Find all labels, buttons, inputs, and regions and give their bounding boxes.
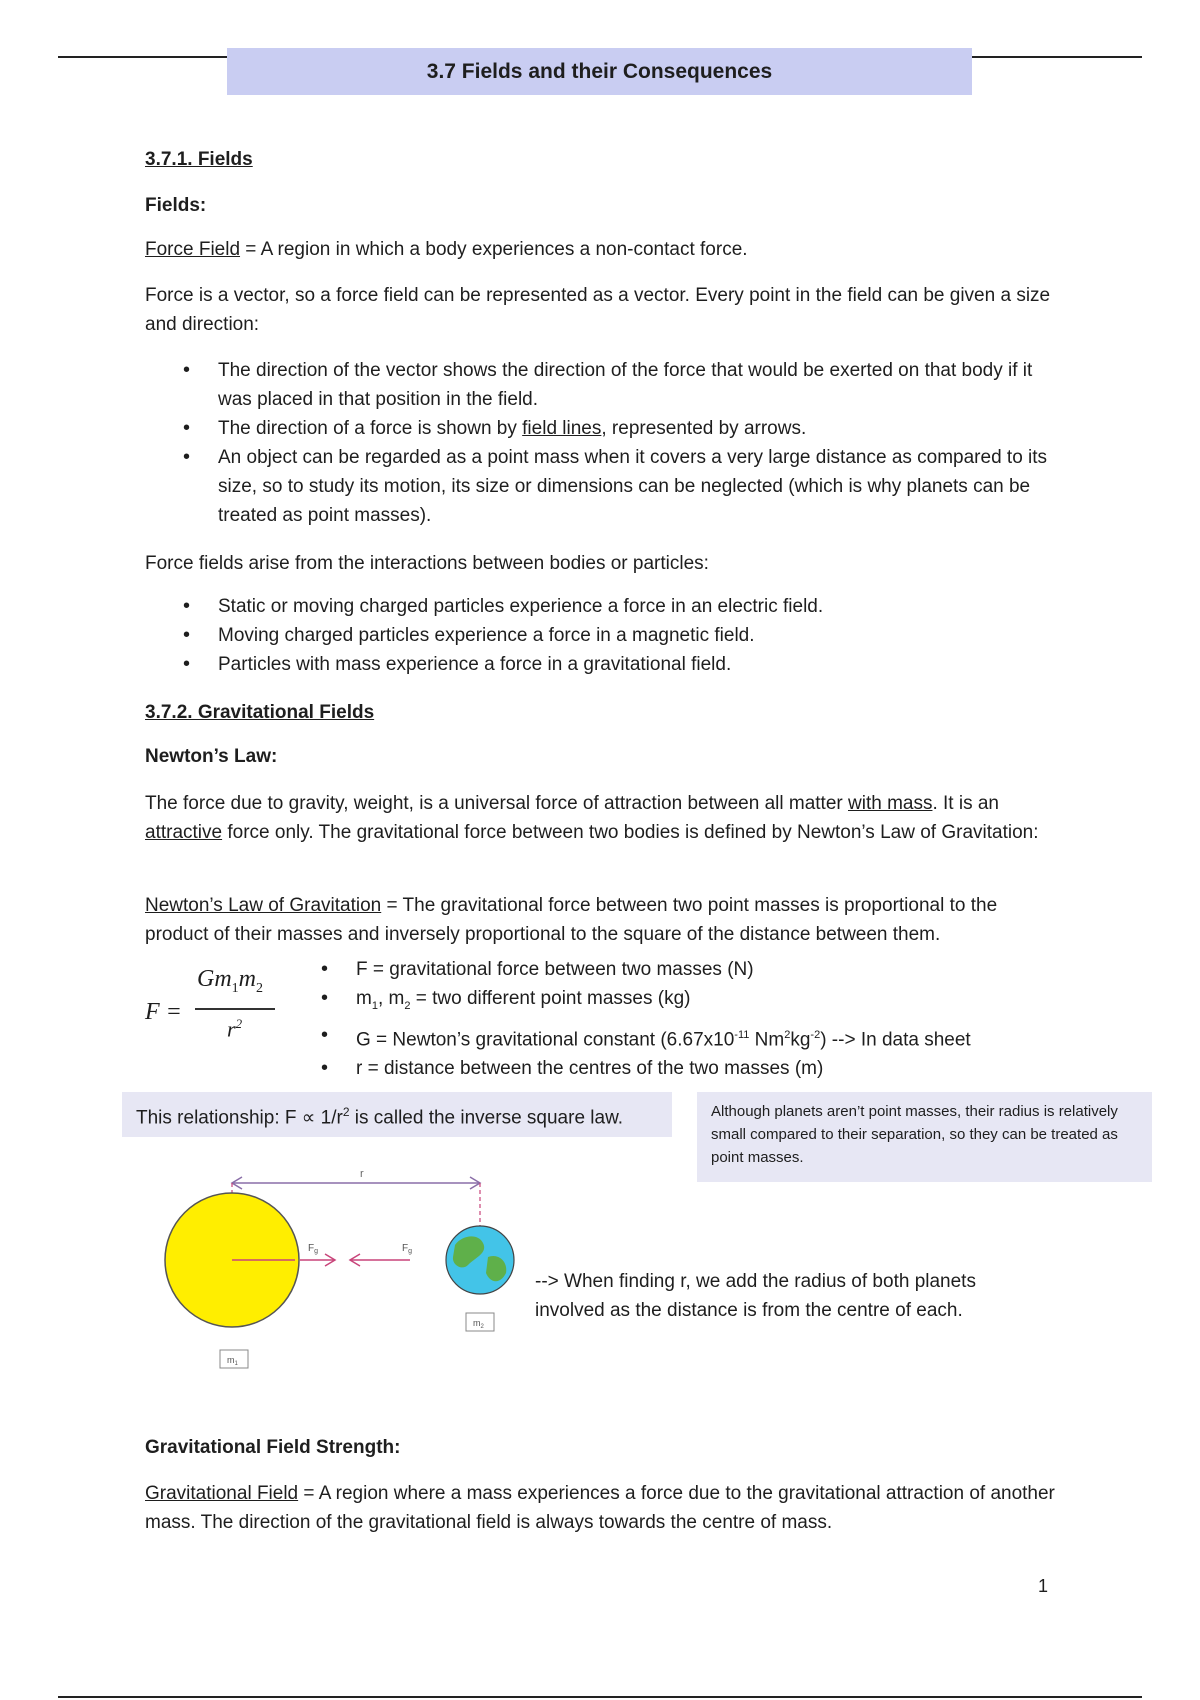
fields-subheading: Fields:: [145, 195, 207, 216]
list-item: • The direction of the vector shows the direction of the force that would be exerted on that body if it was placed in that position in the field.: [145, 356, 1060, 414]
two-planet-diagram: [150, 1165, 530, 1375]
formula-variable-list: [283, 955, 1063, 1083]
mass-label-2: $m_2$: [473, 1318, 484, 1330]
force-field-definition: Force Field = A region in which a body experiences a non-contact force.: [145, 239, 748, 260]
newtons-law-subheading: Newton’s Law:: [145, 746, 278, 767]
finding-r-note: --> When finding r, we add the radius of both planets involved as the distance is from the centre of each.: [535, 1271, 976, 1321]
newtons-law-definition: Newton’s Law of Gravitation = The gravitational force between two point masses is proportional to the product of their masses and inversely proportional to the square of the distance between them.: [145, 895, 998, 945]
gfs-subheading: Gravitational Field Strength:: [145, 1437, 401, 1458]
arise-bullet-list: [145, 592, 1060, 679]
mass-label-1: $m_1$: [227, 1355, 238, 1367]
point-mass-note: Although planets aren’t point masses, their radius is relatively small compared to their separation, so they can be treated as point masses.: [697, 1092, 1152, 1182]
list-item: • Particles with mass experience a force in a gravitational field.: [145, 650, 1060, 679]
bottom-rule: [58, 1696, 1142, 1698]
arise-paragraph: Force fields arise from the interactions between bodies or particles:: [145, 553, 709, 574]
list-item: • $m_1$, $m_2$ = two different point masses (kg): [283, 984, 1063, 1021]
gravitation-formula: F = $Gm_1m_2$ $r^2$: [145, 965, 285, 1045]
list-item: • r = distance between the centres of the two masses (m): [283, 1054, 1063, 1083]
force-label-right: $F_g$: [402, 1243, 413, 1255]
page-title: 3.7 Fields and their Consequences: [227, 48, 972, 95]
vector-bullet-list: [145, 356, 1060, 530]
list-item: • F = gravitational force between two masses (N): [283, 955, 1063, 984]
list-item: • The direction of a force is shown by field lines, represented by arrows.: [145, 414, 1060, 443]
gravitational-field-definition: Gravitational Field = A region where a mass experiences a force due to the gravitational attraction of another mass. The direction of the gravitational field is always towards the centre of mass.: [145, 1483, 1055, 1533]
list-item: • Moving charged particles experience a force in a magnetic field.: [145, 621, 1060, 650]
gravity-paragraph: The force due to gravity, weight, is a universal force of attraction between all matter with mass. It is an attractive force only. The gravitational force between two bodies is defined by Newton’s Law of Gravitation:: [145, 793, 1039, 843]
top-rule-left: [58, 56, 227, 58]
section-heading-gravitational: 3.7.2. Gravitational Fields: [145, 702, 375, 723]
r-label: r: [360, 1168, 364, 1180]
list-item: • An object can be regarded as a point mass when it covers a very large distance as compared to its size, so to study its motion, its size or dimensions can be neglected (which is why planets can be treated as point masses).: [145, 443, 1060, 530]
page-number: 1: [1038, 1576, 1049, 1596]
force-label-left: $F_g$: [308, 1243, 319, 1255]
section-heading-fields: 3.7.1. Fields: [145, 149, 253, 170]
list-item: • Static or moving charged particles experience a force in an electric field.: [145, 592, 1060, 621]
inverse-square-note: This relationship: $F \propto 1/r^2$ is called the inverse square law.: [122, 1092, 672, 1137]
top-rule-right: [972, 56, 1142, 58]
vector-paragraph: Force is a vector, so a force field can be represented as a vector. Every point in the field can be given a size and direction:: [145, 285, 1051, 335]
list-item: • G = Newton’s gravitational constant ($6.67x10^{-11}$ $Nm^2kg^{-2}$) --> In data sheet: [283, 1021, 1063, 1054]
diagram-svg: [150, 1165, 530, 1375]
